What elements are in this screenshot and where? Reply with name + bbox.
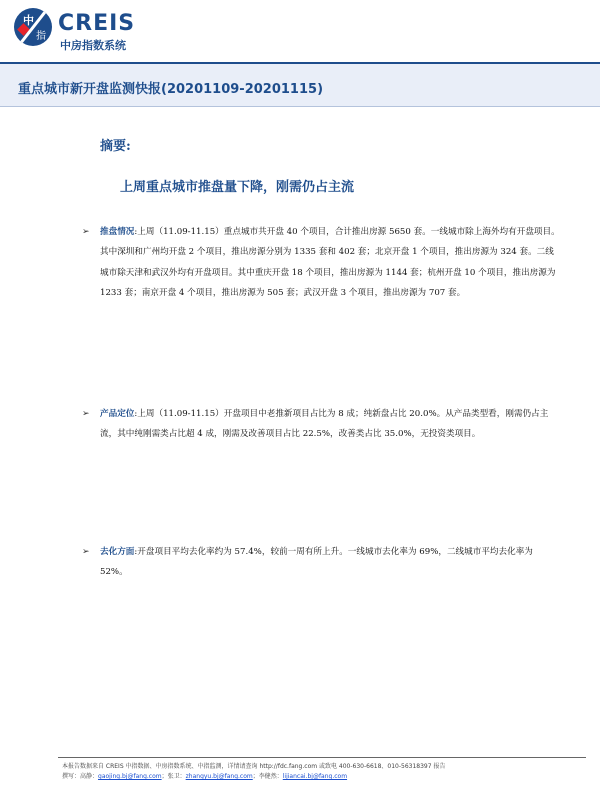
footer-authors <box>62 771 592 780</box>
brand-name: CREIS <box>58 11 136 36</box>
footer-rule <box>58 757 586 758</box>
bullet-arrow-icon: ➢ <box>82 227 90 237</box>
bullet-supply <box>82 222 560 303</box>
logo-char-top: 中 <box>23 14 34 27</box>
footer-sep: ；张卫： <box>161 773 186 780</box>
bullet-label: 推盘情况 <box>100 227 135 237</box>
bullet-label: 产品定位 <box>100 409 135 419</box>
bullet-text: :上周（11.09-11.15）开盘项目中老推新项目占比为 8 成；纯新盘占比 20.0%。从产品类型看，刚需仍占主流，其中纯刚需类占比超 4 成，刚需及改善项目占比 22.5%，改善类占比 35.0%，无投资类项目。 <box>100 409 549 440</box>
footer-author-prefix: 撰写：高静： <box>62 773 99 780</box>
bullet-label: 去化方面 <box>100 547 135 557</box>
headline: 上周重点城市推盘量下降，刚需仍占主流 <box>120 180 355 195</box>
bullet-arrow-icon: ➢ <box>82 409 90 419</box>
bullet-arrow-icon: ➢ <box>82 547 90 557</box>
summary-label: 摘要: <box>100 139 131 154</box>
creis-logo-icon <box>14 8 52 46</box>
brand-subtitle: 中房指数系统 <box>60 39 126 52</box>
logo-char-bottom: 指 <box>36 31 46 42</box>
bullet-text: :开盘项目平均去化率约为 57.4%，较前一周有所上升。一线城市去化率为 69%，二线城市平均去化率为 52%。 <box>100 547 533 578</box>
footer-sep: ；李健然： <box>252 773 283 780</box>
bullet-product-positioning <box>82 404 560 445</box>
bullet-text: :上周（11.09-11.15）重点城市共开盘 40 个项目，合计推出房源 5650 套。一线城市除上海外均有开盘项目。其中深圳和广州均开盘 2 个项目，推出房源分别为 1335 套和 402 套；北京开盘 1 个项目，推出房源为 324 套。二线城市除天津和武汉外均有开盘项目。其中重庆开盘 18 个项目，推出房源为 1144 套；杭州开盘 10 个项目，推出房源为 1233 套；南京开盘 4 个项目，推出房源为 505 套；武汉开盘 3 个项目，推出房源为 707 套。 <box>100 227 560 298</box>
report-title: 重点城市新开盘监测快报(20201109-20201115) <box>18 82 324 97</box>
email-link-gaojing[interactable]: gaojing.bj@fang.com <box>98 773 162 780</box>
email-link-zhangyu[interactable]: zhangyu.bj@fang.com <box>185 773 253 780</box>
title-band <box>0 64 600 107</box>
bullet-absorption <box>82 542 560 583</box>
footer-source-note: 本报告数据来自 CREIS 中指数据、中房指数系统、中指监测，详情请查询 http://fdc.fang.com 或致电 400-630-6618、010-56318397 报告 <box>62 763 446 770</box>
email-link-lijiancai[interactable]: lijiancai.bj@fang.com <box>282 773 348 780</box>
